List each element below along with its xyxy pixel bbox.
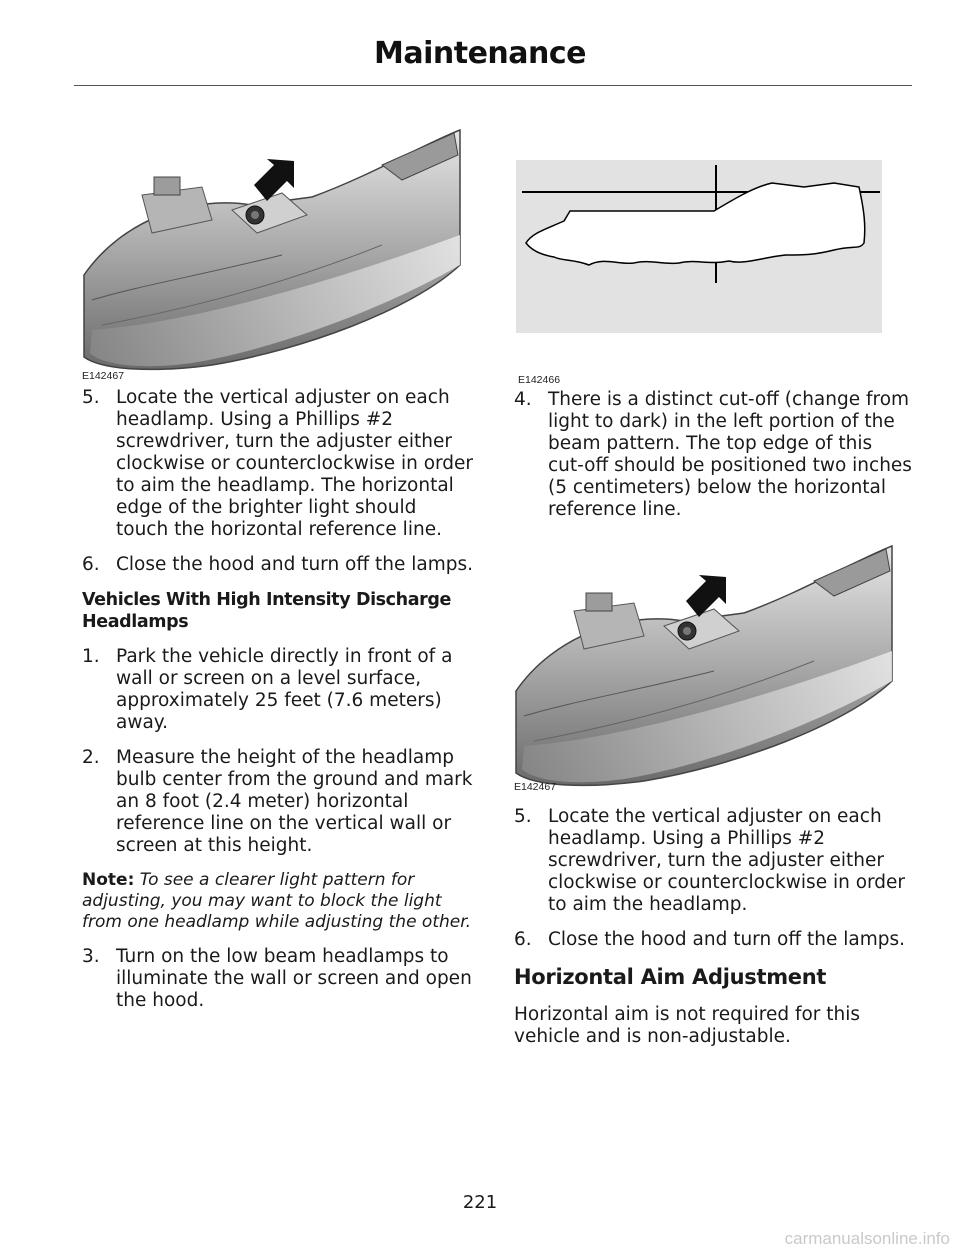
headlamp-illustration [82,125,462,373]
step-text: Park the vehicle directly in front of a wall or screen on a level surface, approximately 25 feet (7.6 meters) away. [116,646,453,733]
watermark: carmanualsonline.info [784,1229,950,1248]
step-text: Locate the vertical adjuster on each headlamp. Using a Phillips #2 screwdriver, turn the adjuster either clockwise or counterclockwise in order to aim the headlamp. [548,806,906,915]
beam-pattern-diagram [514,125,884,365]
figure-id: E142467 [514,781,557,793]
note-label: Note: [82,870,135,890]
step-6-right [514,929,912,951]
step-number: 4. [514,389,532,410]
step-2 [82,747,474,857]
step-text: Turn on the low beam headlamps to illuminate the wall or screen and open the hood. [116,946,472,1011]
step-text: Measure the height of the headlamp bulb center from the ground and mark an 8 foot (2.4 meter) horizontal reference line on the vertical wall or screen at this height. [116,747,473,856]
step-text: There is a distinct cut-off (change from light to dark) in the left portion of the beam pattern. The top edge of this cut-off should be positioned two inches (5 centimeters) below the horizontal reference line. [548,389,912,520]
step-number: 6. [82,554,100,575]
right-column [514,125,912,1048]
step-number: 5. [514,806,532,827]
header-divider [74,85,912,86]
figure-id: E142466 [518,374,561,386]
step-text: Close the hood and turn off the lamps. [548,929,906,950]
step-number: 2. [82,747,100,768]
hid-subheading: Vehicles With High Intensity Discharge Headlamps [82,590,451,632]
step-text: Close the hood and turn off the lamps. [116,554,474,575]
note [82,870,474,933]
page-title: Maintenance [373,36,586,71]
note-text: To see a clearer light pattern for adjusting, you may want to block the light from one headlamp while adjusting the other. [82,870,472,932]
beam-pattern-figure [514,125,912,389]
step-number: 3. [82,946,100,967]
step-5-right [514,806,912,916]
step-number: 1. [82,646,100,667]
step-4 [514,389,912,521]
step-5 [82,387,474,541]
step-number: 6. [514,929,532,950]
left-column [82,125,474,1025]
step-3 [82,946,474,1012]
step-6 [82,554,474,576]
headlamp-figure-right [514,534,912,806]
step-text: Locate the vertical adjuster on each headlamp. Using a Phillips #2 screwdriver, turn the adjuster either clockwise or counterclockwise in order to aim the headlamp. The horizontal edge of the brighter light should touch the horizontal reference line. [116,387,474,540]
headlamp-figure-left [82,125,474,387]
step-1 [82,646,474,734]
page-number: 221 [462,1192,498,1213]
step-number: 5. [82,387,100,408]
horizontal-aim-heading: Horizontal Aim Adjustment [514,965,827,989]
figure-id: E142467 [82,370,125,382]
headlamp-illustration [514,534,894,796]
horizontal-aim-paragraph: Horizontal aim is not required for this vehicle and is non-adjustable. [514,1004,861,1047]
